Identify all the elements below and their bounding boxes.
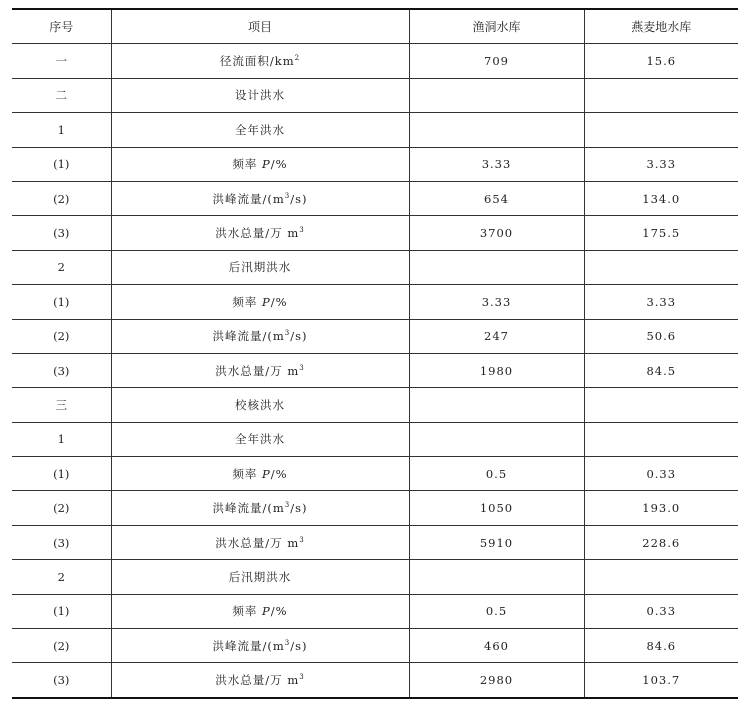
cell-yudong-value (409, 78, 584, 112)
cell-no: 2 (12, 250, 111, 284)
cell-yanmaidi-value: 84.6 (584, 629, 738, 663)
cell-item (111, 457, 409, 491)
cell-yanmaidi-value (584, 560, 738, 594)
cell-yanmaidi-value (584, 113, 738, 147)
item-superscript: 3 (299, 535, 305, 544)
table-row (12, 422, 738, 456)
item-suffix: /% (270, 294, 288, 309)
cell-item (111, 491, 409, 525)
item-suffix: /% (270, 466, 288, 481)
header-yanmaidi-reservoir: 燕麦地水库 (584, 9, 738, 44)
cell-yudong-value: 0.5 (409, 594, 584, 628)
item-text: 后汛期洪水 (228, 260, 292, 275)
cell-no: (1) (12, 147, 111, 181)
item-superscript: 3 (284, 638, 291, 647)
cell-yudong-value (409, 560, 584, 594)
cell-no: (2) (12, 491, 111, 525)
item-superscript: 3 (299, 673, 305, 682)
cell-yudong-value (409, 388, 584, 422)
item-variable: P (262, 294, 271, 309)
cell-no: (3) (12, 216, 111, 250)
cell-yanmaidi-value: 84.5 (584, 353, 738, 387)
cell-yudong-value: 0.5 (409, 457, 584, 491)
cell-no: (3) (12, 663, 111, 698)
cell-yanmaidi-value (584, 78, 738, 112)
table-row (12, 594, 738, 628)
cell-yanmaidi-value (584, 388, 738, 422)
cell-item (111, 147, 409, 181)
item-variable: P (262, 466, 271, 481)
item-superscript: 3 (299, 226, 305, 235)
cell-no: (2) (12, 319, 111, 353)
item-text: 洪峰流量/(m (212, 501, 285, 516)
item-text: 洪水总量/万 m (215, 363, 300, 378)
cell-yanmaidi-value: 15.6 (584, 44, 738, 78)
cell-item (111, 594, 409, 628)
table-row (12, 147, 738, 181)
cell-no: 2 (12, 560, 111, 594)
cell-item (111, 422, 409, 456)
cell-yudong-value: 3700 (409, 216, 584, 250)
item-superscript: 3 (284, 501, 291, 510)
cell-yanmaidi-value (584, 250, 738, 284)
item-variable: P (262, 157, 271, 172)
item-text: 后汛期洪水 (228, 569, 292, 584)
item-suffix: /% (270, 157, 288, 172)
table-row (12, 216, 738, 250)
cell-no: (1) (12, 594, 111, 628)
cell-item (111, 560, 409, 594)
cell-item (111, 319, 409, 353)
cell-yanmaidi-value: 175.5 (584, 216, 738, 250)
table-row (12, 560, 738, 594)
cell-no: 1 (12, 422, 111, 456)
cell-yanmaidi-value (584, 422, 738, 456)
table-row (12, 113, 738, 147)
item-text: 洪峰流量/(m (212, 329, 285, 344)
cell-yudong-value (409, 113, 584, 147)
header-no: 序号 (12, 9, 111, 44)
cell-item (111, 78, 409, 112)
cell-no: (3) (12, 525, 111, 559)
table-row (12, 525, 738, 559)
cell-yudong-value: 2980 (409, 663, 584, 698)
table-row (12, 181, 738, 215)
flood-data-table (12, 8, 738, 699)
table-row (12, 491, 738, 525)
cell-yudong-value: 460 (409, 629, 584, 663)
header-yudong-reservoir: 渔洞水库 (409, 9, 584, 44)
table-row (12, 457, 738, 491)
table-row (12, 629, 738, 663)
cell-item (111, 44, 409, 78)
item-text: 全年洪水 (235, 432, 285, 447)
table-header-row (12, 9, 738, 44)
cell-no: (2) (12, 181, 111, 215)
cell-no: (1) (12, 457, 111, 491)
item-suffix: /s) (290, 329, 308, 344)
item-suffix: /s) (290, 638, 308, 653)
item-text: 洪峰流量/(m (212, 638, 285, 653)
cell-item (111, 353, 409, 387)
cell-yanmaidi-value: 193.0 (584, 491, 738, 525)
item-text: 洪峰流量/(m (212, 191, 285, 206)
item-text: 校核洪水 (235, 397, 285, 412)
item-superscript: 3 (284, 191, 291, 200)
table-row (12, 250, 738, 284)
table-row (12, 285, 738, 319)
table-row (12, 44, 738, 78)
item-text: 洪水总量/万 m (215, 226, 300, 241)
cell-yudong-value (409, 422, 584, 456)
cell-item (111, 663, 409, 698)
item-text: 径流面积/km (219, 54, 295, 69)
item-suffix: /s) (290, 501, 308, 516)
cell-yudong-value: 654 (409, 181, 584, 215)
cell-yanmaidi-value: 3.33 (584, 147, 738, 181)
cell-yanmaidi-value: 50.6 (584, 319, 738, 353)
cell-no: (1) (12, 285, 111, 319)
item-text: 频率 (232, 604, 263, 619)
table-body (12, 44, 738, 698)
cell-no: 二 (12, 78, 111, 112)
item-superscript: 2 (294, 54, 301, 63)
item-superscript: 3 (299, 363, 305, 372)
item-text: 全年洪水 (235, 122, 285, 137)
cell-no: 一 (12, 44, 111, 78)
cell-yudong-value: 709 (409, 44, 584, 78)
cell-yanmaidi-value: 0.33 (584, 457, 738, 491)
cell-item (111, 181, 409, 215)
item-text: 频率 (232, 157, 263, 172)
cell-yudong-value: 3.33 (409, 147, 584, 181)
cell-item (111, 629, 409, 663)
cell-item (111, 216, 409, 250)
table-row (12, 78, 738, 112)
cell-yanmaidi-value: 228.6 (584, 525, 738, 559)
item-variable: P (262, 604, 271, 619)
cell-yanmaidi-value: 3.33 (584, 285, 738, 319)
table-row (12, 319, 738, 353)
table-row (12, 353, 738, 387)
cell-no: 三 (12, 388, 111, 422)
cell-item (111, 113, 409, 147)
header-item: 项目 (111, 9, 409, 44)
item-suffix: /s) (290, 191, 308, 206)
cell-yudong-value: 3.33 (409, 285, 584, 319)
cell-yudong-value: 1980 (409, 353, 584, 387)
cell-item (111, 250, 409, 284)
cell-no: (2) (12, 629, 111, 663)
cell-yudong-value: 1050 (409, 491, 584, 525)
cell-item (111, 285, 409, 319)
item-text: 设计洪水 (235, 88, 285, 103)
item-text: 频率 (232, 294, 263, 309)
cell-yanmaidi-value: 0.33 (584, 594, 738, 628)
cell-yanmaidi-value: 134.0 (584, 181, 738, 215)
table-container (12, 8, 738, 699)
item-text: 洪水总量/万 m (215, 673, 300, 688)
cell-item (111, 525, 409, 559)
cell-yudong-value: 5910 (409, 525, 584, 559)
item-text: 洪水总量/万 m (215, 535, 300, 550)
cell-no: (3) (12, 353, 111, 387)
table-row (12, 663, 738, 698)
cell-no: 1 (12, 113, 111, 147)
cell-yudong-value (409, 250, 584, 284)
cell-yanmaidi-value: 103.7 (584, 663, 738, 698)
cell-yudong-value: 247 (409, 319, 584, 353)
table-row (12, 388, 738, 422)
item-superscript: 3 (284, 329, 291, 338)
item-text: 频率 (232, 466, 263, 481)
cell-item (111, 388, 409, 422)
item-suffix: /% (270, 604, 288, 619)
